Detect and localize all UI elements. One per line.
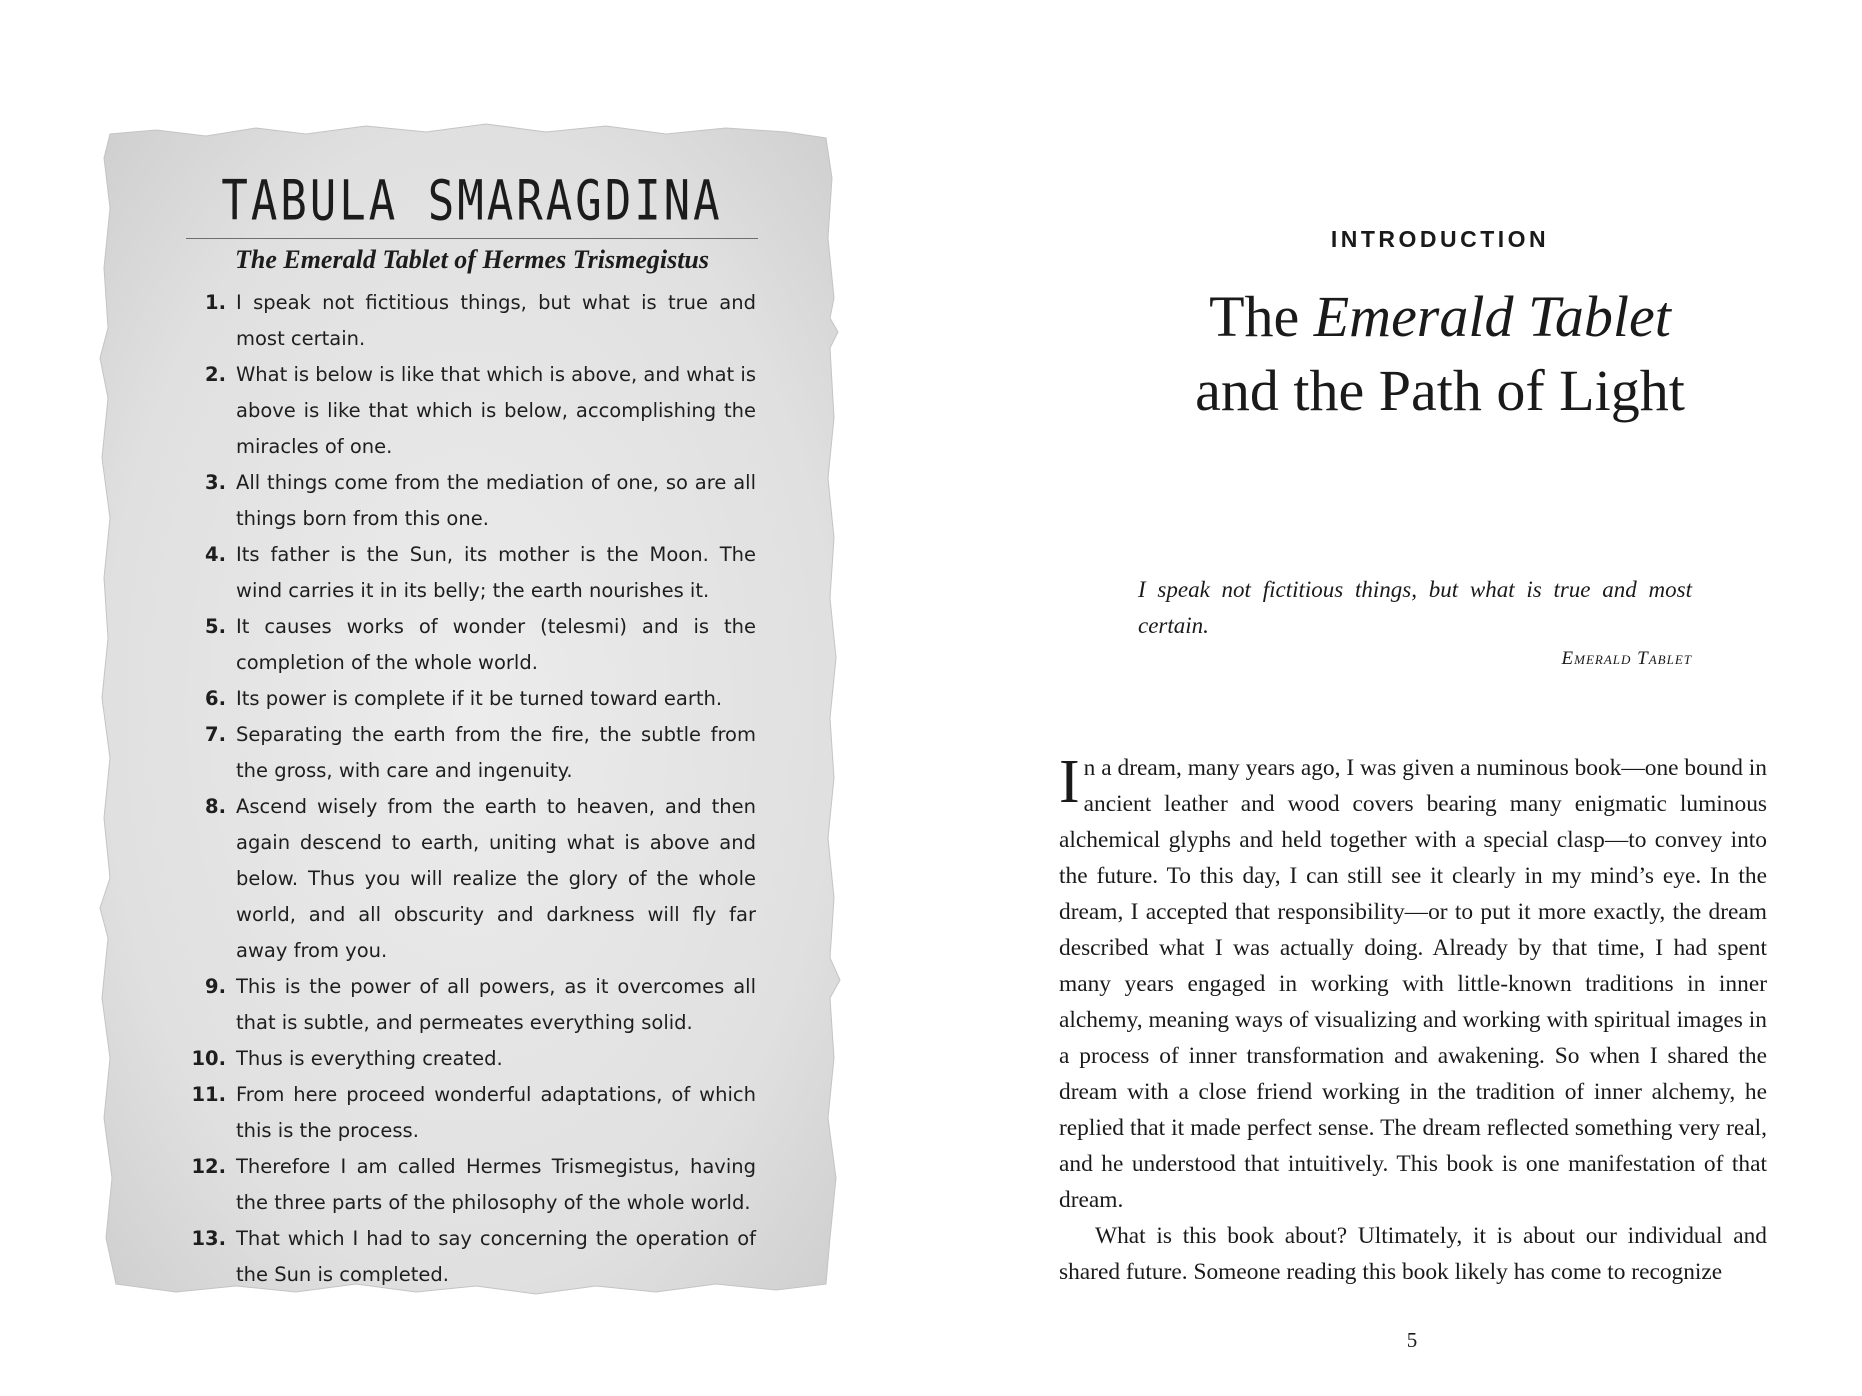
tablet-title: TABULA SMARAGDINA — [221, 169, 723, 234]
item-text: This is the power of all powers, as it overcomes all that is subtle, and permeates everything solid. — [236, 975, 756, 1034]
item-text: I speak not fictitious things, but what is true and most certain. — [236, 291, 756, 350]
tablet-subtitle: The Emerald Tablet of Hermes Trismegistus — [234, 245, 710, 274]
item-number: 6. — [205, 687, 226, 710]
list-item — [188, 1221, 756, 1293]
list-item — [188, 789, 756, 969]
list-item — [188, 357, 756, 465]
item-number: 5. — [205, 615, 226, 638]
epigraph-quote: I speak not fictitious things, but what is true and most certain. — [1138, 577, 1692, 638]
item-number: 13. — [191, 1227, 226, 1250]
item-number: 3. — [205, 471, 226, 494]
list-item — [188, 1149, 756, 1221]
item-text: Ascend wisely from the earth to heaven, and then again descend to earth, uniting what is above and below. Thus you will realize the glory of the whole world, and all obscurity and darkness will fly far away from you. — [236, 795, 756, 962]
emerald-tablet-panel — [96, 118, 842, 1300]
item-text: Therefore I am called Hermes Trismegistus, having the three parts of the philosophy of the whole world. — [236, 1155, 756, 1214]
paragraph-1-text: n a dream, many years ago, I was given a numinous book—one bound in ancient leather and wood covers bearing many enigmatic luminous alchemical glyphs and held together with a special clasp—to convey into the future. To this day, I can still see it clearly in my mind’s eye. In the dream, I accepted that responsibility—or to put it more exactly, the dream described what I was actually doing. Already by that time, I had spent many years engaged in working with little-known traditions in inner alchemy, meaning ways of visualizing and working with spiritual images in a process of inner transformation and awakening. So when I shared the dream with a close friend working in the tradition of inner alchemy, he replied that it made perfect sense. The dream reflected something very real, and he understood that intuitively. This book is one manifestation of that dream. — [1059, 755, 1767, 1213]
chapter-title — [1060, 280, 1820, 428]
tablet-precepts-list — [188, 285, 756, 1293]
list-item — [188, 537, 756, 609]
title-part: The — [1209, 284, 1314, 349]
item-number: 1. — [205, 291, 226, 314]
paragraph-2: What is this book about? Ultimately, it is about our individual and shared future. Someone reading this book likely has come to recognize — [1059, 1223, 1767, 1285]
list-item — [188, 465, 756, 537]
epigraph-source: Emerald Tablet — [1561, 648, 1692, 669]
title-italic-part: Emerald Tablet — [1313, 284, 1671, 349]
item-number: 9. — [205, 975, 226, 998]
list-item — [188, 609, 756, 681]
list-item — [188, 1041, 756, 1077]
item-text: Separating the earth from the fire, the subtle from the gross, with care and ingenuity. — [236, 723, 756, 782]
list-item — [188, 681, 756, 717]
item-text: What is below is like that which is above, and what is above is like that which is below, accomplishing the miracles of one. — [236, 363, 756, 458]
tablet-content — [188, 160, 756, 1293]
item-number: 7. — [205, 723, 226, 746]
list-item — [188, 969, 756, 1041]
item-text: Its father is the Sun, its mother is the Moon. The wind carries it in its belly; the earth nourishes it. — [236, 543, 756, 602]
item-text: It causes works of wonder (telesmi) and is the completion of the whole world. — [236, 615, 756, 674]
item-number: 4. — [205, 543, 226, 566]
chapter-kicker: INTRODUCTION — [1330, 226, 1550, 252]
item-number: 11. — [191, 1083, 226, 1106]
item-number: 8. — [205, 795, 226, 818]
list-item — [188, 717, 756, 789]
item-number: 10. — [191, 1047, 226, 1070]
item-text: From here proceed wonderful adaptations, of which this is the process. — [236, 1083, 756, 1142]
item-text: All things come from the mediation of one, so are all things born from this one. — [236, 471, 756, 530]
item-number: 2. — [205, 363, 226, 386]
item-number: 12. — [191, 1155, 226, 1178]
drop-cap: I — [1059, 748, 1080, 816]
item-text: That which I had to say concerning the operation of the Sun is completed. — [236, 1227, 756, 1286]
item-text: Its power is complete if it be turned toward earth. — [236, 687, 723, 710]
list-item — [188, 285, 756, 357]
page-number: 5 — [1406, 1328, 1418, 1352]
body-text — [1059, 750, 1767, 1290]
item-text: Thus is everything created. — [236, 1047, 503, 1070]
list-item — [188, 1077, 756, 1149]
title-line-2: and the Path of Light — [1195, 358, 1685, 423]
paragraph-1 — [1059, 750, 1767, 1218]
